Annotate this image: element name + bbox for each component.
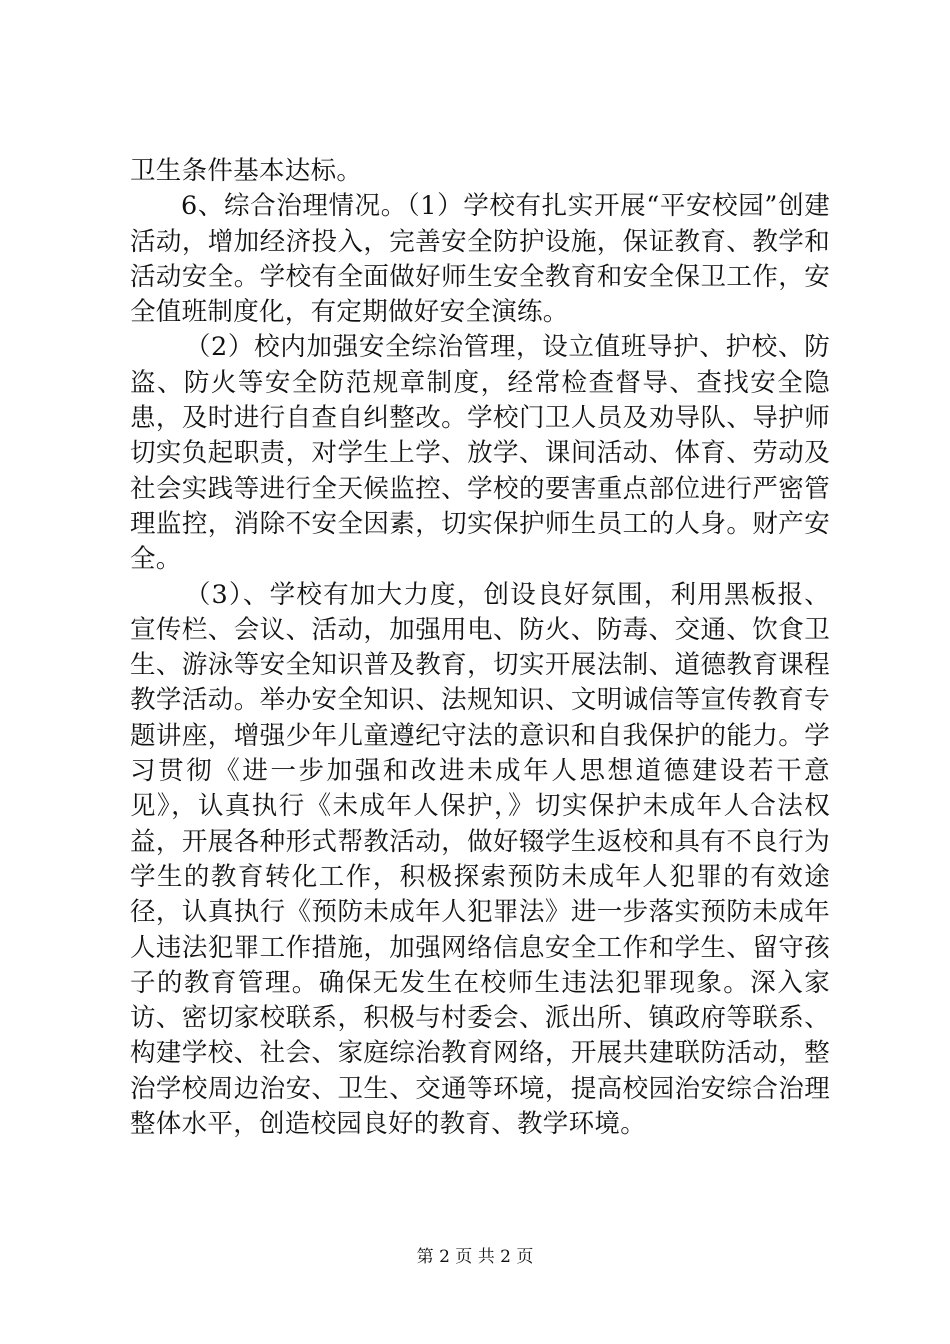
paragraph-safety-education: （3）、学校有加大力度，创设良好氛围，利用黑板报、宣传栏、会议、活动，加强用电、防火、防毒、交通、饮食卫生、游泳等安全知识普及教育，切实开展法制、道德教育课程教学活动。举办安全知识、法规知识、文明诚信等宣传教育专题讲座，增强少年儿童遵纪守法的意识和自我保护的能力。学习贯彻《进一步加强和改进未成年人思想道德建设若干意见》，认真执行《未成年人保护，》切实保护未成年人合法权益，开展各种形式帮教活动，做好辍学生返校和具有不良行为学生的教育转化工作，积极探索预防未成年人犯罪的有效途径，认真执行《预防未成年人犯罪法》进一步落实预防未成年人违法犯罪工作措施，加强网络信息安全工作和学生、留守孩子的教育管理。确保无发生在校师生违法犯罪现象。深入家访、密切家校联系，积极与村委会、派出所、镇政府等联系、构建学校、社会、家庭综治教育网络，开展共建联防活动，整治学校周边治安、卫生、交通等环境，提高校园治安综合治理整体水平，创造校园良好的教育、教学环境。 xyxy=(130,579,830,1140)
page-number-footer: 第 2 页 共 2 页 xyxy=(416,1247,534,1267)
document-body xyxy=(130,154,830,1142)
paragraph-continuation: 卫生条件基本达标。 xyxy=(130,156,363,186)
paragraph-safety-management: （2）校内加强安全综治管理，设立值班导护、护校、防盗、防火等安全防范规章制度，经常检查督导、查找安全隐患，及时进行自查自纠整改。学校门卫人员及劝导队、导护师切实负起职责，对学生上学、放学、课间活动、体育、劳动及社会实践等进行全天候监控、学校的要害重点部位进行严密管理监控，消除不安全因素，切实保护师生员工的人身。财产安全。 xyxy=(130,332,830,575)
paragraph-comprehensive-governance: 6、综合治理情况。（1）学校有扎实开展“平安校园”创建活动，增加经济投入，完善安全防护设施，保证教育、教学和活动安全。学校有全面做好师生安全教育和安全保卫工作，安全值班制度化，有定期做好安全演练。 xyxy=(130,191,830,328)
